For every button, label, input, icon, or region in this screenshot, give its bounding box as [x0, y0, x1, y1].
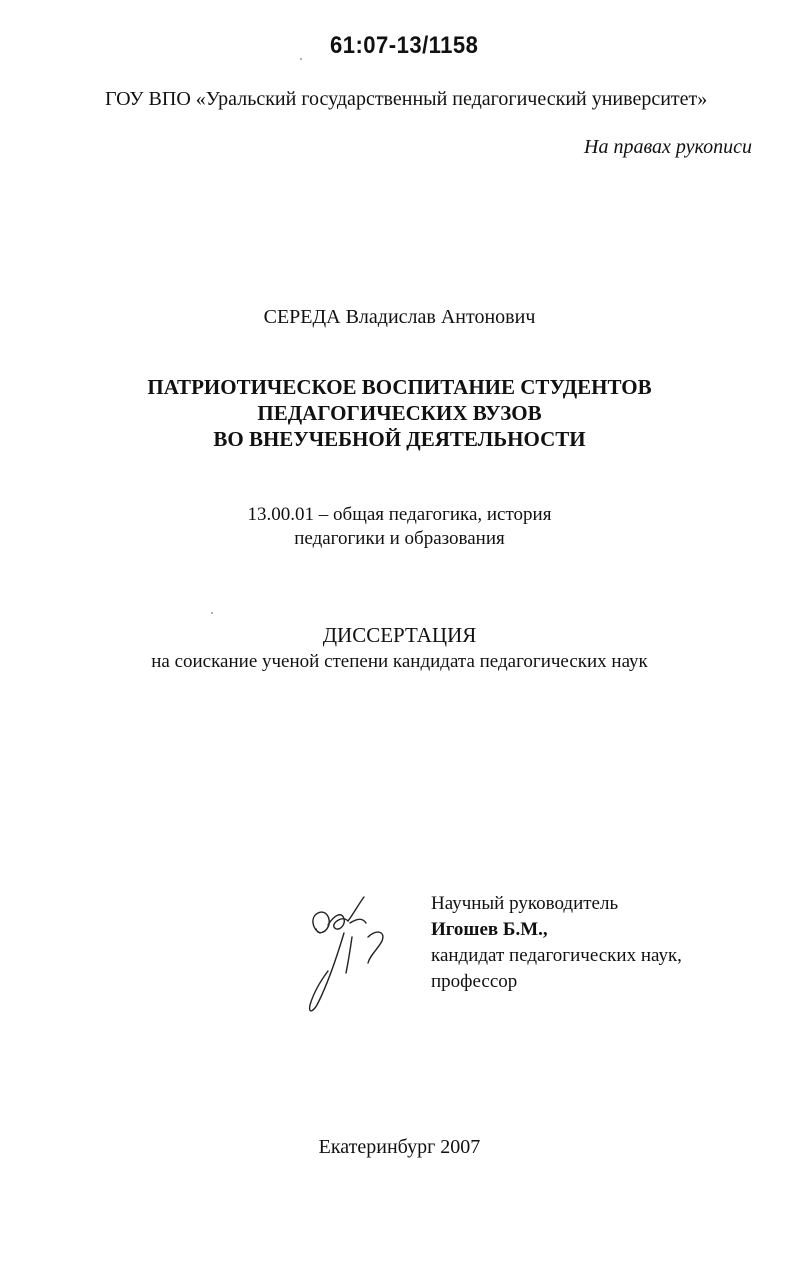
institution-name: ГОУ ВПО «Уральский государственный педагогический университет» — [105, 88, 708, 110]
supervisor-degree: кандидат педагогических наук, — [431, 945, 682, 966]
specialty-code — [0, 503, 799, 551]
supervisor-rank: профессор — [431, 971, 518, 992]
title-line-1: ПАТРИОТИЧЕСКОЕ ВОСПИТАНИЕ СТУДЕНТОВ — [147, 375, 652, 399]
signature-image — [298, 893, 398, 1018]
archive-stamp: 61:07-13/1158 — [330, 32, 479, 59]
manuscript-rights: На правах рукописи — [584, 136, 752, 158]
supervisor-role: Научный руководитель — [431, 893, 619, 914]
supervisor-block — [431, 891, 682, 995]
scan-speck — [211, 612, 213, 614]
city-year: Екатеринбург 2007 — [318, 1136, 481, 1158]
title-line-3: ВО ВНЕУЧЕБНОЙ ДЕЯТЕЛЬНОСТИ — [213, 427, 586, 451]
supervisor-name: Игошев Б.М., — [431, 919, 548, 940]
degree-statement: на соискание ученой степени кандидата педагогических наук — [151, 651, 648, 672]
specialty-line-1: 13.00.01 – общая педагогика, история — [247, 504, 552, 525]
title-line-2: ПЕДАГОГИЧЕСКИХ ВУЗОВ — [257, 401, 542, 425]
specialty-line-2: педагогики и образования — [294, 528, 505, 549]
author-name: СЕРЕДА Владислав Антонович — [263, 306, 536, 328]
work-type: ДИССЕРТАЦИЯ — [322, 623, 477, 647]
scan-speck — [300, 58, 302, 60]
dissertation-title — [0, 374, 799, 452]
